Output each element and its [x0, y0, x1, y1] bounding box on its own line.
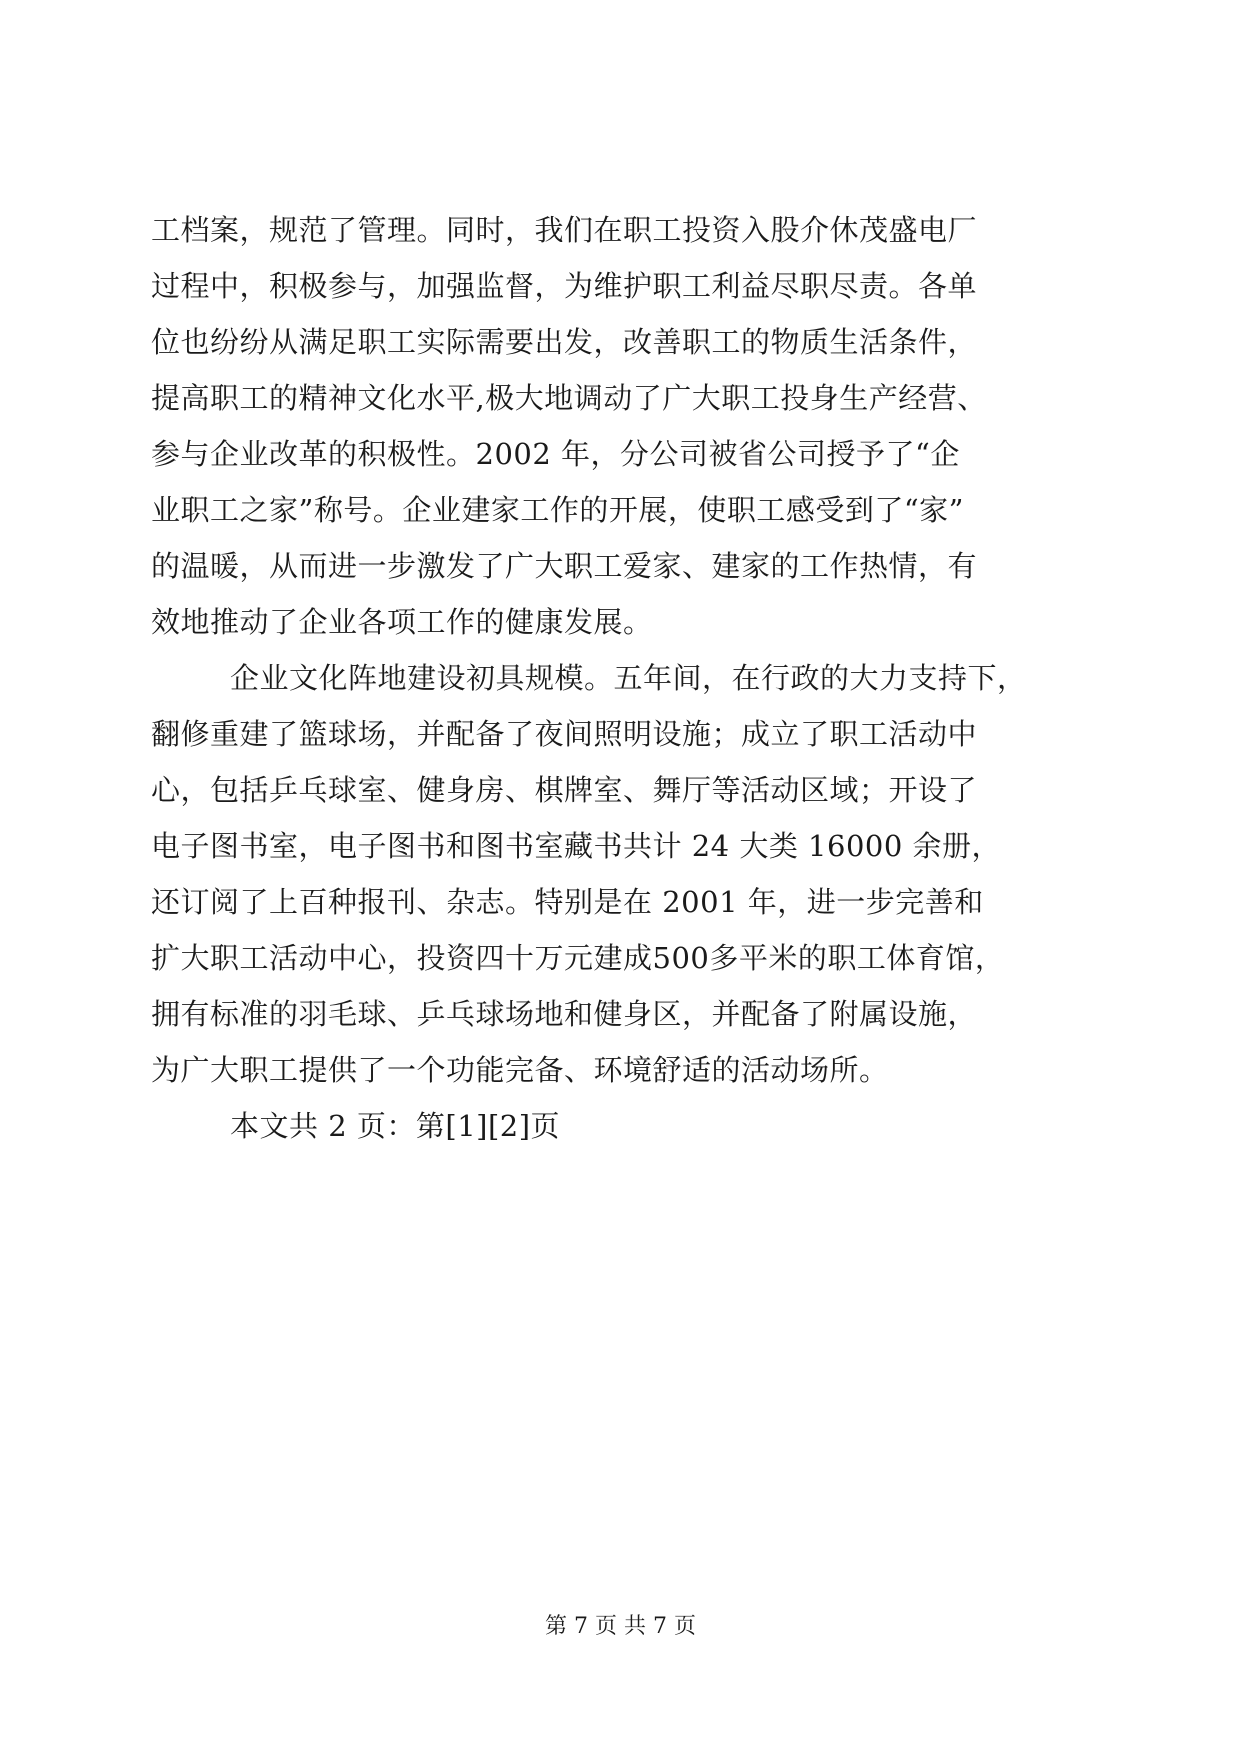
text-line: 效地推动了企业各项工作的健康发展。	[151, 605, 653, 639]
text-line: 拥有标准的羽毛球、乒乓球场地和健身区，并配备了附属设施，	[151, 997, 978, 1031]
text-line: 的温暖，从而进一步激发了广大职工爱家、建家的工作热情，有	[151, 549, 978, 583]
text-line: 还订阅了上百种报刊、杂志。特别是在 2001 年，进一步完善和	[151, 885, 984, 919]
text-line: 电子图书室，电子图书和图书室藏书共计 24 大类 16000 余册，	[151, 829, 1002, 863]
text-line: 工档案，规范了管理。同时，我们在职工投资入股介休茂盛电厂	[151, 213, 978, 247]
text-line: 翻修重建了篮球场，并配备了夜间照明设施；成立了职工活动中	[151, 717, 978, 751]
text-line: 企业文化阵地建设初具规模。五年间，在行政的大力支持下，	[230, 661, 1027, 695]
page-nav: 本文共 2 页：第[1][2]页	[230, 1109, 561, 1143]
text-line: 为广大职工提供了一个功能完备、环境舒适的活动场所。	[151, 1053, 889, 1087]
text-line: 心，包括乒乓球室、健身房、棋牌室、舞厅等活动区域；开设了	[151, 773, 978, 807]
page-footer: 第 7 页 共 7 页	[545, 1614, 696, 1639]
text-line: 业职工之家”称号。企业建家工作的开展，使职工感受到了“家”	[151, 493, 964, 527]
text-line: 过程中，积极参与，加强监督，为维护职工利益尽职尽责。各单	[151, 269, 978, 303]
text-line: 提高职工的精神文化水平,极大地调动了广大职工投身生产经营、	[151, 381, 987, 415]
text-line: 参与企业改革的积极性。2002 年，分公司被省公司授予了“企	[151, 437, 960, 471]
text-line: 扩大职工活动中心，投资四十万元建成500多平米的职工体育馆，	[151, 941, 1005, 975]
text-line: 位也纷纷从满足职工实际需要出发，改善职工的物质生活条件，	[151, 325, 978, 359]
